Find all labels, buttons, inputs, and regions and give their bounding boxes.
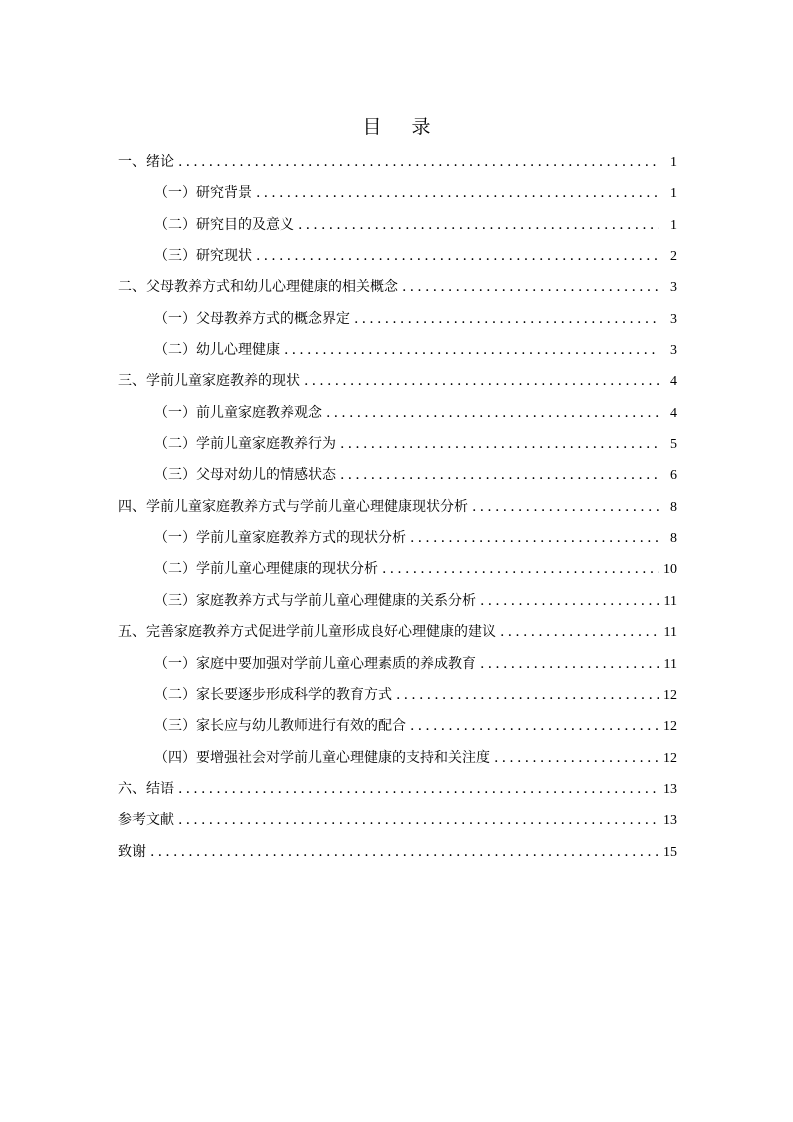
toc-leader-dots (298, 210, 659, 241)
toc-entry[interactable] (118, 210, 677, 241)
toc-leader-dots (382, 554, 659, 585)
toc-entry-text: （二）研究目的及意义 (154, 216, 294, 233)
toc-leader-dots (150, 837, 659, 868)
toc-entry-page: 15 (663, 844, 677, 860)
toc-entry[interactable] (118, 743, 677, 774)
toc-entry-page: 11 (663, 625, 677, 641)
toc-entry-text: （二）幼儿心理健康 (154, 342, 280, 359)
toc-entry-text: （一）研究背景 (154, 185, 252, 202)
toc-entry-page: 12 (663, 687, 677, 703)
toc-entry-text: 四、学前儿童家庭教养方式与学前儿童心理健康现状分析 (118, 498, 468, 515)
toc-leader-dots (480, 586, 659, 617)
toc-entry-text: 致谢 (118, 843, 146, 860)
toc-entry-text: （一）父母教养方式的概念界定 (154, 310, 350, 327)
toc-entry-text: 二、父母教养方式和幼儿心理健康的相关概念 (118, 279, 398, 296)
toc-entry-page: 13 (663, 813, 677, 829)
toc-leader-dots (256, 178, 659, 209)
table-of-contents (118, 147, 677, 868)
toc-entry[interactable] (118, 178, 677, 209)
toc-entry-text: 六、结语 (118, 780, 174, 797)
toc-entry-page: 6 (670, 468, 677, 484)
toc-leader-dots (396, 680, 659, 711)
toc-entry-page: 3 (670, 343, 677, 359)
toc-entry[interactable] (118, 335, 677, 366)
toc-entry-text: （一）前儿童家庭教养观念 (154, 404, 322, 421)
toc-entry-page: 13 (663, 781, 677, 797)
toc-leader-dots (326, 398, 659, 429)
toc-leader-dots (354, 304, 659, 335)
toc-entry-page: 11 (663, 593, 677, 609)
toc-leader-dots (178, 805, 659, 836)
toc-entry-text: （三）家庭教养方式与学前儿童心理健康的关系分析 (154, 592, 476, 609)
toc-entry-text: 三、学前儿童家庭教养的现状 (118, 373, 300, 390)
toc-entry[interactable] (118, 429, 677, 460)
toc-entry-text: （一）学前儿童家庭教养方式的现状分析 (154, 530, 406, 547)
toc-entry[interactable] (118, 837, 677, 868)
toc-entry-page: 11 (663, 656, 677, 672)
toc-entry[interactable] (118, 774, 677, 805)
toc-entry[interactable] (118, 523, 677, 554)
toc-entry[interactable] (118, 492, 677, 523)
toc-entry-page: 1 (670, 155, 677, 170)
toc-entry-page: 5 (670, 437, 677, 453)
toc-leader-dots (340, 429, 659, 460)
toc-entry-page: 2 (670, 249, 677, 265)
toc-leader-dots (410, 523, 659, 554)
toc-leader-dots (178, 147, 659, 178)
toc-entry-text: （二）学前儿童心理健康的现状分析 (154, 561, 378, 578)
toc-entry[interactable] (118, 680, 677, 711)
toc-entry[interactable] (118, 398, 677, 429)
toc-leader-dots (402, 272, 659, 303)
toc-entry-page: 8 (670, 531, 677, 547)
toc-entry-text: 参考文献 (118, 812, 174, 829)
toc-entry-page: 10 (663, 562, 677, 578)
toc-entry[interactable] (118, 366, 677, 397)
toc-entry-page: 12 (663, 719, 677, 735)
toc-leader-dots (284, 335, 659, 366)
toc-entry-page: 4 (670, 405, 677, 421)
toc-entry[interactable] (118, 617, 677, 648)
toc-entry[interactable] (118, 147, 677, 178)
toc-entry-page: 1 (670, 217, 677, 233)
toc-title: 目 录 (362, 116, 443, 138)
toc-entry[interactable] (118, 304, 677, 335)
toc-entry[interactable] (118, 241, 677, 272)
toc-leader-dots (178, 774, 659, 805)
toc-entry-page: 1 (670, 186, 677, 202)
toc-entry-text: （四）要增强社会对学前儿童心理健康的支持和关注度 (154, 749, 490, 766)
toc-entry-page: 3 (670, 280, 677, 296)
toc-entry[interactable] (118, 460, 677, 491)
toc-entry-text: 一、绪论 (118, 154, 174, 170)
toc-leader-dots (304, 366, 659, 397)
toc-leader-dots (500, 617, 659, 648)
toc-entry[interactable] (118, 554, 677, 585)
toc-leader-dots (480, 649, 659, 680)
toc-entry-text: （三）研究现状 (154, 248, 252, 265)
toc-leader-dots (410, 711, 659, 742)
toc-entry[interactable] (118, 805, 677, 836)
toc-leader-dots (256, 241, 659, 272)
toc-entry-text: 五、完善家庭教养方式促进学前儿童形成良好心理健康的建议 (118, 624, 496, 641)
toc-entry-text: （二）学前儿童家庭教养行为 (154, 436, 336, 453)
toc-entry-text: （三）家长应与幼儿教师进行有效的配合 (154, 718, 406, 735)
toc-entry-page: 8 (670, 499, 677, 515)
toc-entry[interactable] (118, 711, 677, 742)
toc-entry[interactable] (118, 586, 677, 617)
toc-entry-page: 4 (670, 374, 677, 390)
toc-entry-page: 12 (663, 750, 677, 766)
toc-entry-page: 3 (670, 311, 677, 327)
toc-entry-text: （二）家长要逐步形成科学的教育方式 (154, 686, 392, 703)
toc-entry[interactable] (118, 649, 677, 680)
toc-leader-dots (340, 460, 659, 491)
toc-leader-dots (494, 743, 659, 774)
toc-entry[interactable] (118, 272, 677, 303)
toc-leader-dots (472, 492, 659, 523)
toc-entry-text: （三）父母对幼儿的情感状态 (154, 467, 336, 484)
toc-entry-text: （一）家庭中要加强对学前儿童心理素质的养成教育 (154, 655, 476, 672)
